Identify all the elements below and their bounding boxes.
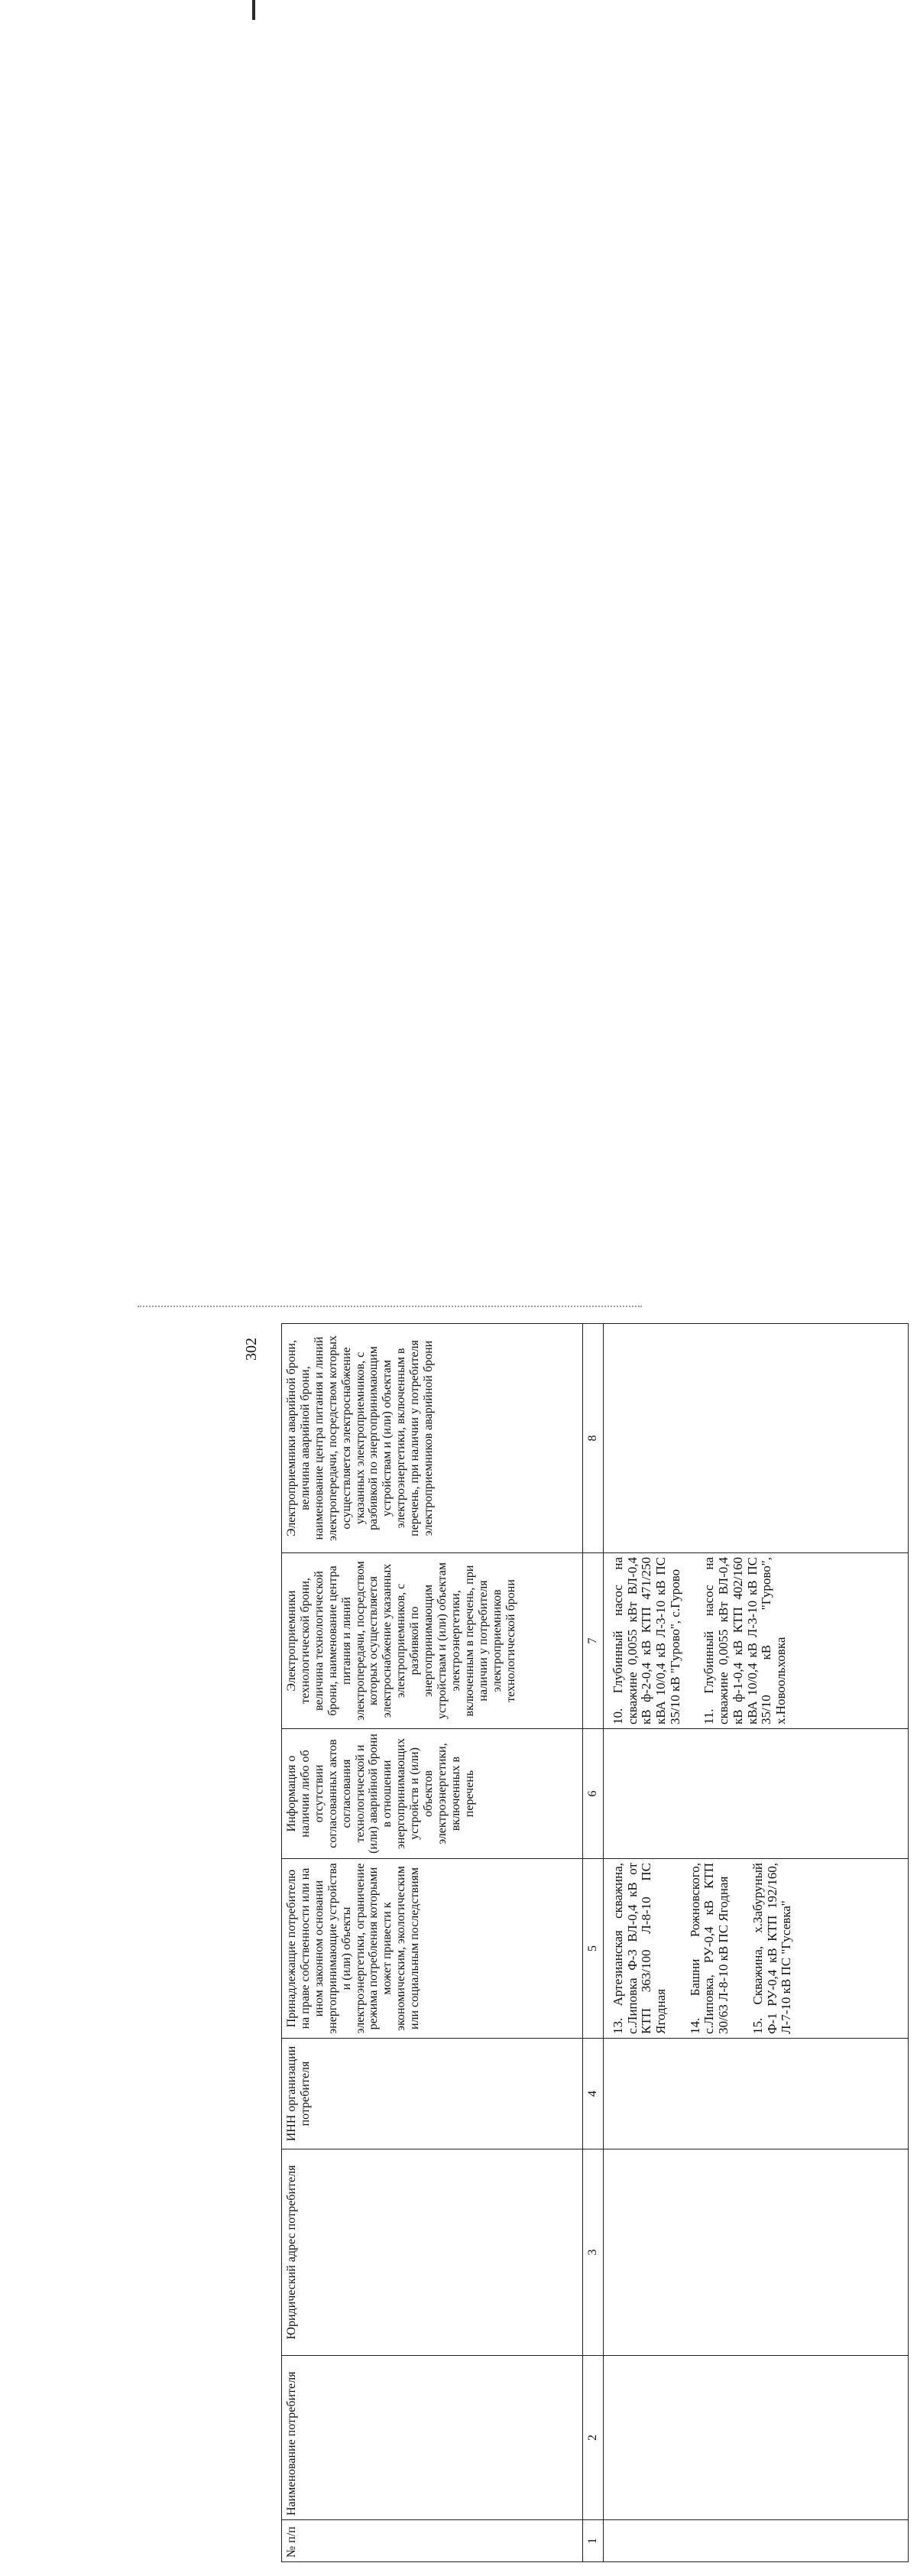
column-number: 8 — [583, 1324, 604, 1553]
consumer-table — [281, 1323, 909, 2562]
cell-reservation-acts — [604, 1729, 909, 1859]
column-number: 6 — [583, 1729, 604, 1859]
header-inn: ИНН организации потребителя — [282, 2039, 583, 2149]
table-body-row — [604, 1324, 909, 2562]
header-consumer-name: Наименование потребителя — [282, 2356, 583, 2520]
column-number: 2 — [583, 2356, 604, 2520]
header-technological-reserve: Электроприемники технологической брони, величина технологической брони, наименование центра питания и линий электропередачи, посредством которых осуществляется электроснабжение указанных электроприемников, с разбивкой по энергопринимающим устройствам и (или) объектам электроэнергетики, включенным в перечень, при наличии у потребителя электроприемников технологической брони — [282, 1553, 583, 1729]
scan-edge-mark — [252, 0, 255, 20]
device-entry: 15. Скважина, х.Забуруный Ф-1 РУ-0,4 кВ КТП 192/160, Л-7-10 кВ ПС "Гусевка" — [750, 1863, 794, 2034]
header-devices: Принадлежащие потребителю на праве собственности или на ином законном основании энергопринимающие устройства и (или) объекты электроэнергетики, ограничение режима потребления которыми может привести к экономическим, экологическим или социальным последствиям — [282, 1859, 583, 2039]
header-legal-address: Юридический адрес потребителя — [282, 2149, 583, 2356]
column-number: 3 — [583, 2149, 604, 2356]
scan-bottom-mark — [138, 1306, 642, 1309]
column-number: 1 — [583, 2520, 604, 2562]
tech-reserve-entry: 10. Глубинный насос на скважине 0,0055 кВт ВЛ-0,4 кВ ф-2-0,4 кВ КТП 471/250 кВА 10/0,4 кВ Л-3-10 кВ ПС 35/10 кВ "Гурово", с.Гурово — [611, 1557, 682, 1724]
column-number: 4 — [583, 2039, 604, 2149]
header-number: № п/п — [282, 2520, 583, 2562]
cell-legal-address — [604, 2149, 909, 2356]
page-number: 302 — [243, 1338, 260, 1361]
column-number-row — [583, 1324, 604, 2562]
cell-number — [604, 2520, 909, 2562]
column-number: 7 — [583, 1553, 604, 1729]
cell-technological-reserve — [604, 1553, 909, 1729]
tech-reserve-entry: 11. Глубинный насос на скважине 0,0055 кВт ВЛ-0,4 кВ ф-1-0,4 кВ КТП 402/160 кВА 10/0,4 кВ Л-3-10 кВ ПС 35/10 кВ "Гурово", х.Новоольховка — [702, 1557, 788, 1724]
header-emergency-reserve: Электроприемники аварийной брони, величина аварийной брони, наименование центра питания и линий электропередачи, посредством которых осуществляется электроснабжение указанных электроприемников, с разбивкой по энергопринимающим устройствам и (или) объектам электроэнергетики, включенным в перечень, при наличии у потребителя электроприемников аварийной брони — [282, 1324, 583, 1553]
cell-inn — [604, 2039, 909, 2149]
cell-devices — [604, 1859, 909, 2039]
column-number: 5 — [583, 1859, 604, 2039]
device-entry: 13. Артезианская скважина, с.Липовка Ф-3 ВЛ-0,4 кВ от КТП 363/100 Л-8-10 ПС Ягодная — [611, 1863, 669, 2034]
header-reservation-acts: Информация о наличии либо об отсутствии согласованных актов согласования технологической и (или) аварийной брони в отношении энергопринимающих устройств и (или) объектов электроэнергетики, включенных в перечень — [282, 1729, 583, 1859]
table-header-row — [282, 1324, 583, 2562]
rotated-page — [145, 1292, 917, 2576]
device-entry: 14. Башни Рожновского, с.Липовка, РУ-0,4 кВ КТП 30/63 Л-8-10 кВ ПС Ягодная — [687, 1863, 731, 2034]
cell-consumer-name — [604, 2356, 909, 2520]
cell-emergency-reserve — [604, 1324, 909, 1553]
